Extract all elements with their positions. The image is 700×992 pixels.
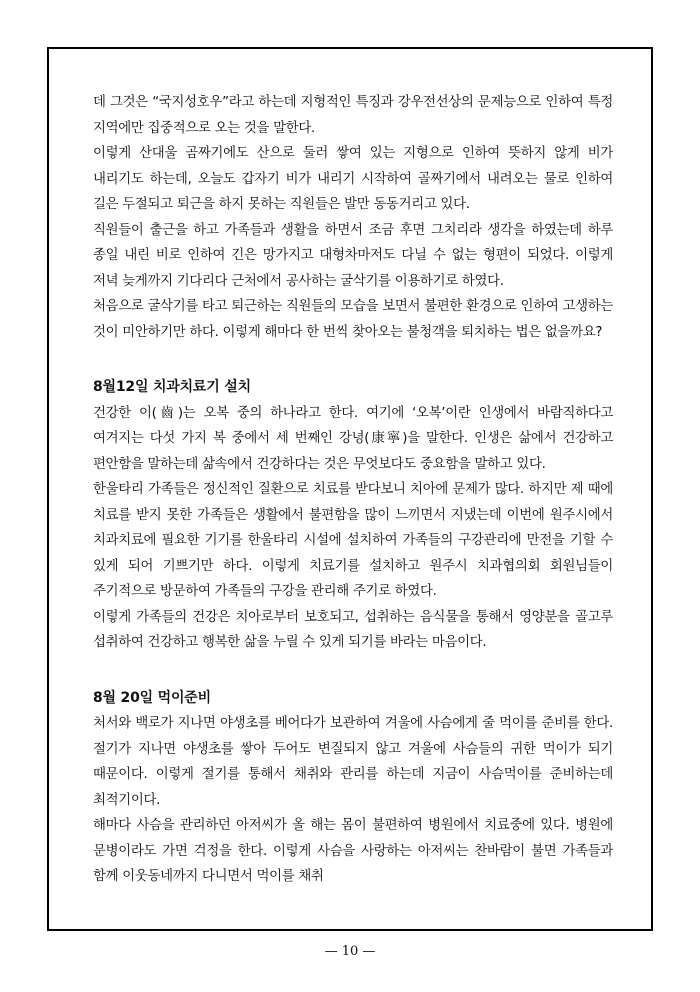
paragraph: 건강한 이(齒)는 오복 중의 하나라고 한다. 여기에 ‘오복’이란 인생에서 바람직하다고 여겨지는 다섯 가지 복 중에서 세 번째인 강녕(康寧)을 말한다. 인생은 삶에서 건강하고 편안함을 말하는데 삶속에서 건강하다는 것은 무엇보다도 중요함을 말하고 있다.	[93, 405, 613, 472]
paragraph: 처서와 백로가 지나면 야생초를 베어다가 보관하여 겨울에 사슴에게 줄 먹이를 준비를 한다. 절기가 지나면 야생초를 쌓아 두어도 변질되지 않고 겨울에 사슴들의 귀한 먹이가 되기 때문이다. 이렇게 절기를 통해서 채취와 관리를 하는데 지금이 사슴먹이를 준비하는데 최적기이다.	[93, 716, 613, 808]
paragraph: 직원들이 출근을 하고 가족들과 생활을 하면서 조금 후면 그치리라 생각을 하였는데 하루 종일 내린 비로 인하여 긴은 망가지고 대형차마저도 다닐 수 없는 형편이 되었다. 이렇게 저녁 늦게까지 기다리다 근처에서 공사하는 굴삭기를 이용하기로 하였다.	[93, 222, 613, 289]
paragraph: 이렇게 가족들의 건강은 치아로부터 보호되고, 섭취하는 음식물을 통해서 영양분을 골고루 섭취하여 건강하고 행복한 삶을 누릴 수 있게 되기를 바라는 마음이다.	[93, 609, 613, 650]
paragraph: 처음으로 굴삭기를 타고 퇴근하는 직원들의 모습을 보면서 불편한 환경으로 인하여 고생하는 것이 미안하기만 하다. 이렇게 해마다 한 번씩 찾아오는 불청객을 퇴치하는 법은 없을까요?	[93, 299, 613, 340]
paragraph: 한울타리 가족들은 정신적인 질환으로 치료를 받다보니 치아에 문제가 많다. 하지만 제 때에 치료를 받지 못한 가족들은 생활에서 불편함을 많이 느끼면서 지냈는데 이번에 원주시에서 치과치료에 필요한 기기를 한울타리 시설에 설치하여 가족들의 구강관리에 만전을 기할 수 있게 되어 기쁘기만 하다. 이렇게 치료기를 설치하고 원주시 치과협의회 회원님들이 주기적으로 방문하여 가족들의 구강을 관리해 주기로 하였다.	[93, 482, 613, 599]
paragraph: 해마다 사슴을 관리하던 아저씨가 올 해는 몸이 불편하여 병원에서 치료중에 있다. 병원에 문병이라도 가면 걱정을 한다. 이렇게 사슴을 사랑하는 아저씨는 찬바람이 불면 가족들과 함께 이웃동네까지 다니면서 먹이를 채취	[93, 818, 613, 884]
section-heading-food: 8월 20일 먹이준비	[93, 689, 211, 706]
paragraph: 데 그것은 “국지성호우”라고 하는데 지형적인 특징과 강우전선상의 문제능으로 인하여 특정 지역에만 집중적으로 오는 것을 말한다.	[93, 95, 613, 136]
paragraph: 이렇게 산대울 곰짜기에도 산으로 둘러 쌓여 있는 지형으로 인하여 뜻하지 않게 비가 내리기도 하는데, 오늘도 갑자기 비가 내리기 시작하여 골짜기에서 내려오는 물로 인하여 길은 두절되고 퇴근을 하지 못하는 직원들은 발만 동동거리고 있다.	[93, 146, 613, 212]
page-number: — 10 —	[324, 944, 376, 959]
document-body	[93, 90, 613, 890]
section-heading-dental: 8월12일 치과치료기 설치	[93, 379, 251, 395]
